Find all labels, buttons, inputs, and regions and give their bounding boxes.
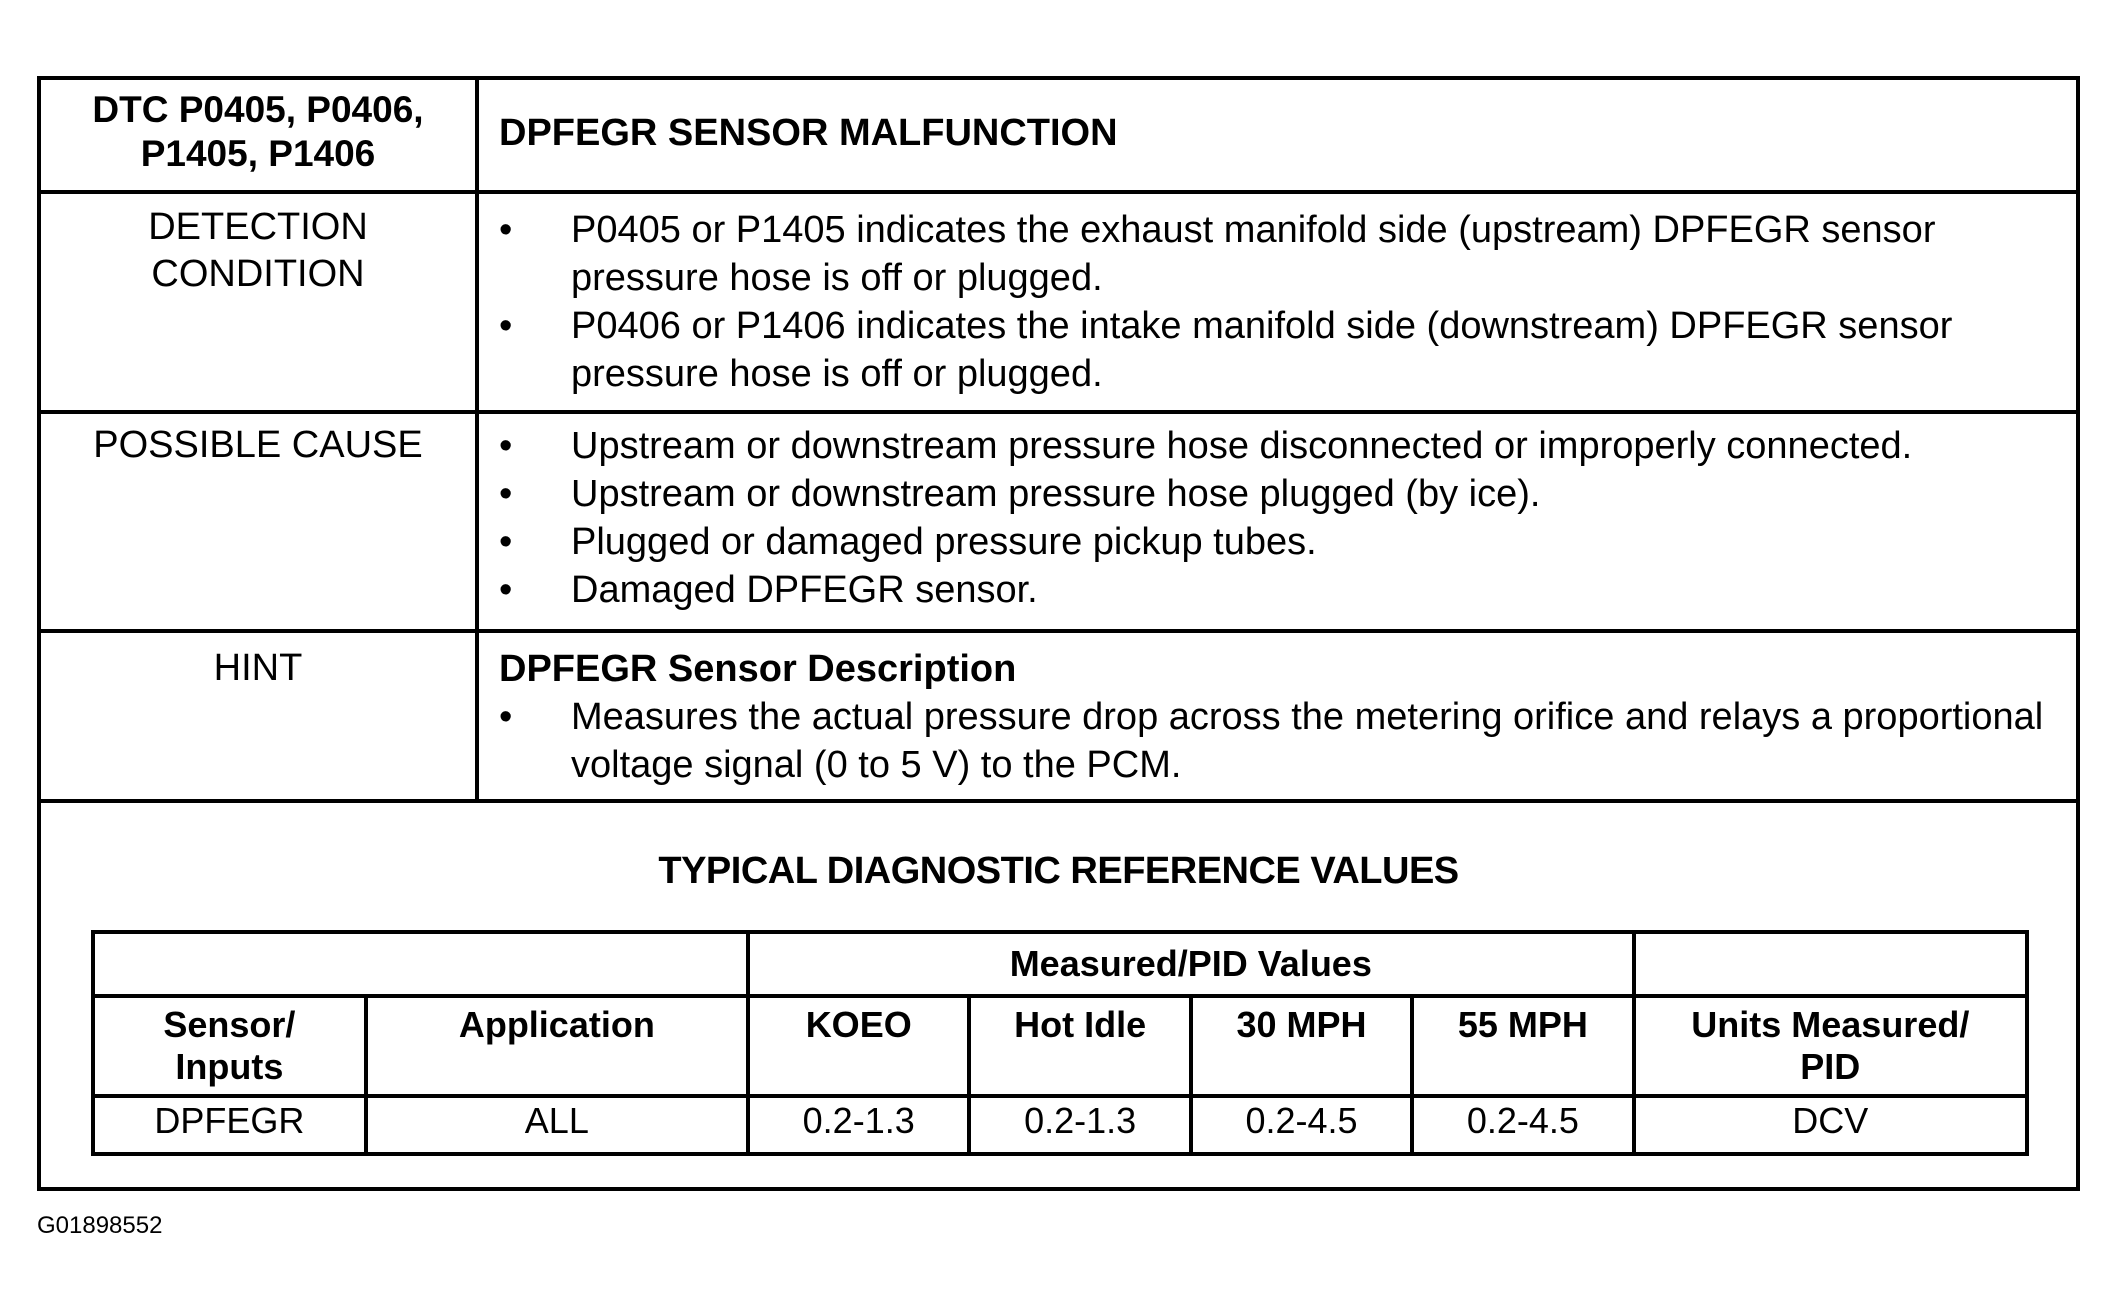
list-item	[479, 422, 2056, 470]
table-blank-cell	[1634, 932, 2027, 996]
cause-text: Damaged DPFEGR sensor.	[571, 569, 1038, 611]
table-cell: ALL	[366, 1096, 748, 1154]
bullet-icon: •	[499, 696, 513, 738]
list-item	[479, 566, 2056, 614]
table-row	[93, 1096, 2027, 1154]
table-cell: 0.2-4.5	[1412, 1096, 1633, 1154]
cause-list	[479, 422, 2056, 614]
hint-content	[479, 633, 2076, 799]
cause-label: POSSIBLE CAUSE	[41, 414, 479, 629]
table-blank-cell	[93, 932, 748, 996]
column-header: KOEO	[748, 996, 970, 1096]
list-item	[479, 470, 2056, 518]
table-header-row	[93, 996, 2027, 1096]
group-header: Measured/PID Values	[748, 932, 1634, 996]
detection-content	[479, 194, 2076, 410]
hint-label: HINT	[41, 633, 479, 799]
bullet-icon: •	[499, 209, 513, 251]
table-cell: DCV	[1634, 1096, 2027, 1154]
reference-title: TYPICAL DIAGNOSTIC REFERENCE VALUES	[658, 850, 1459, 892]
table-cell: 0.2-1.3	[748, 1096, 970, 1154]
cause-text: Upstream or downstream pressure hose plugged (by ice).	[571, 473, 1541, 515]
detection-text: P0406 or P1406 indicates the intake manifold side (downstream) DPFEGR sensor pressure hose is off or plugged.	[571, 305, 1953, 395]
hint-row	[41, 633, 2076, 803]
hint-text: Measures the actual pressure drop across the metering orifice and relays a proportional voltage signal (0 to 5 V) to the PCM.	[571, 696, 2044, 786]
bullet-icon: •	[499, 521, 513, 563]
hint-list	[479, 693, 2046, 789]
detection-list	[479, 206, 2046, 398]
dtc-codes: DTC P0405, P0406, P1405, P1406	[41, 80, 479, 190]
column-header: Units Measured/ PID	[1634, 996, 2027, 1096]
list-item	[479, 206, 2046, 302]
list-item	[479, 302, 2046, 398]
bullet-icon: •	[499, 473, 513, 515]
detection-row	[41, 194, 2076, 414]
bullet-icon: •	[499, 305, 513, 347]
cause-row	[41, 414, 2076, 633]
table-group-header-row	[93, 932, 2027, 996]
cause-text: Plugged or damaged pressure pickup tubes.	[571, 521, 1317, 563]
figure-id: G01898552	[37, 1212, 163, 1239]
table-cell: DPFEGR	[93, 1096, 366, 1154]
hint-heading: DPFEGR Sensor Description	[499, 648, 1017, 690]
header-row	[41, 80, 2076, 194]
cause-content	[479, 414, 2076, 629]
list-item	[479, 518, 2056, 566]
column-header: Hot Idle	[969, 996, 1190, 1096]
table-cell: 0.2-1.3	[969, 1096, 1190, 1154]
cause-text: Upstream or downstream pressure hose disconnected or improperly connected.	[571, 425, 1913, 467]
table-cell: 0.2-4.5	[1191, 1096, 1412, 1154]
column-header: 30 MPH	[1191, 996, 1412, 1096]
detection-label: DETECTION CONDITION	[41, 194, 479, 410]
column-header: 55 MPH	[1412, 996, 1633, 1096]
detection-text: P0405 or P1405 indicates the exhaust manifold side (upstream) DPFEGR sensor pressure hose is off or plugged.	[571, 209, 1936, 299]
column-header: Sensor/ Inputs	[93, 996, 366, 1096]
page-title: DPFEGR SENSOR MALFUNCTION	[499, 112, 1118, 154]
reference-table	[91, 930, 2029, 1156]
bullet-icon: •	[499, 569, 513, 611]
column-header: Application	[366, 996, 748, 1096]
list-item	[479, 693, 2046, 789]
bullet-icon: •	[499, 425, 513, 467]
diagnostic-table	[37, 76, 2080, 1191]
